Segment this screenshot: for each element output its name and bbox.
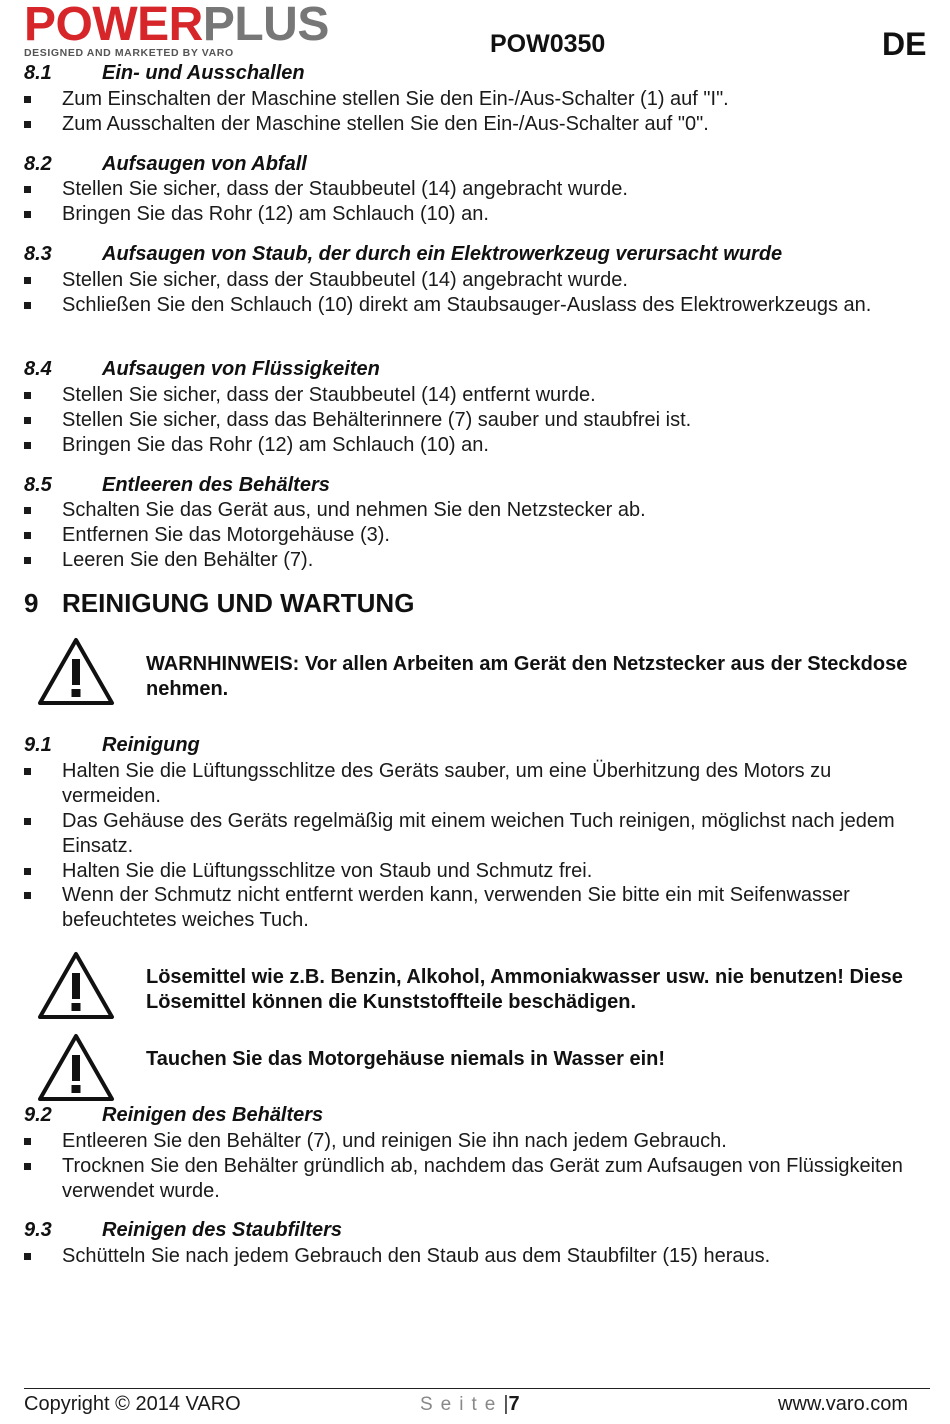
model-number: POW0350 [490, 30, 606, 58]
list-item [24, 523, 914, 548]
list-item [24, 1154, 914, 1204]
chapter-heading-9 [24, 588, 414, 619]
section-title: Ein- und Ausschallen [102, 62, 305, 84]
warning-triangle-icon [36, 950, 116, 1022]
list-item-text: Trocknen Sie den Behälter gründlich ab, nachdem das Gerät zum Aufsaugen von Flüssigkeiten verwendet wurde. [62, 1155, 903, 1202]
list-item [24, 433, 914, 458]
bullet-icon [24, 1163, 31, 1170]
list-item [24, 809, 914, 859]
list-item-text: Schütteln Sie nach jedem Gebrauch den Staub aus dem Staubfilter (15) heraus. [62, 1245, 771, 1267]
language-code: DE [882, 26, 927, 62]
list-item-text: Stellen Sie sicher, dass das Behälterinnere (7) sauber und staubfrei ist. [62, 409, 692, 431]
page-separator: | [503, 1393, 509, 1415]
list-item [24, 1129, 914, 1154]
section-heading-9-2 [24, 1104, 323, 1127]
section-number: 8.4 [24, 358, 52, 380]
list-item-text: Zum Ausschalten der Maschine stellen Sie den Ein-/Aus-Schalter auf "0". [62, 113, 709, 135]
list-item-text: Stellen Sie sicher, dass der Staubbeutel (14) angebracht wurde. [62, 269, 628, 291]
list-item-text: Das Gehäuse des Geräts regelmäßig mit einem weichen Tuch reinigen, möglichst nach jedem Einsatz. [62, 810, 895, 857]
section-title: Reinigen des Behälters [102, 1104, 324, 1126]
list-item-text: Schalten Sie das Gerät aus, und nehmen Sie den Netzstecker ab. [62, 499, 646, 521]
copyright: Copyright © 2014 VARO [24, 1393, 241, 1415]
logo-wordmark [24, 0, 380, 51]
section-title: Reinigen des Staubfilters [102, 1219, 343, 1241]
bullet-icon [24, 186, 31, 193]
list-item [24, 498, 914, 523]
section-heading-8-2 [24, 153, 307, 176]
section-number: 8.3 [24, 243, 52, 265]
list-item-text: Entleeren Sie den Behälter (7), und reinigen Sie ihn nach jedem Gebrauch. [62, 1130, 727, 1152]
list-item-text: Zum Einschalten der Maschine stellen Sie den Ein-/Aus-Schalter (1) auf "I". [62, 88, 729, 110]
warning-text: WARNHINWEIS: Vor allen Arbeiten am Gerät den Netzstecker aus der Steckdose nehmen. [146, 653, 908, 700]
section-title: Reinigung [102, 734, 200, 756]
bullet-icon [24, 818, 31, 825]
section-number: 8.2 [24, 153, 52, 175]
section-title: Entleeren des Behälters [102, 474, 330, 496]
list-item-text: Halten Sie die Lüftungsschlitze von Staub und Schmutz frei. [62, 860, 593, 882]
section-heading-9-1 [24, 734, 200, 757]
section-number: 8.5 [24, 474, 52, 496]
list-item-text: Halten Sie die Lüftungsschlitze des Geräts sauber, um eine Überhitzung des Motors zu vermeiden. [62, 760, 832, 807]
brand-logo [24, 0, 380, 59]
list-item-text: Stellen Sie sicher, dass der Staubbeutel (14) angebracht wurde. [62, 178, 628, 200]
bullet-icon [24, 417, 31, 424]
list-item-text: Leeren Sie den Behälter (7). [62, 549, 314, 571]
footer-divider [24, 1388, 930, 1389]
page-number: 7 [508, 1393, 520, 1415]
list-item [24, 268, 914, 293]
section-number: 8.1 [24, 62, 52, 84]
list-item [24, 548, 914, 573]
bullet-icon [24, 1253, 31, 1260]
bullet-icon [24, 392, 31, 399]
bullet-icon [24, 96, 31, 103]
warning-text: Tauchen Sie das Motorgehäuse niemals in Wasser ein! [146, 1048, 666, 1070]
section-number: 9.3 [24, 1219, 52, 1241]
section-heading-9-3 [24, 1219, 342, 1242]
bullet-icon [24, 532, 31, 539]
section-number: 9.1 [24, 734, 52, 756]
bullet-icon [24, 1138, 31, 1145]
list-item [24, 202, 914, 227]
logo-power: POWER [24, 0, 203, 51]
logo-plus: PLUS [202, 0, 329, 51]
chapter-number: 9 [24, 588, 39, 618]
page-indicator [420, 1393, 520, 1416]
section-number: 9.2 [24, 1104, 52, 1126]
website-link[interactable]: www.varo.com [778, 1393, 909, 1415]
list-item-text: Schließen Sie den Schlauch (10) direkt am Staubsauger-Auslass des Elektrowerkzeugs an. [62, 294, 872, 316]
list-item [24, 293, 914, 318]
list-item [24, 177, 914, 202]
section-heading-8-1 [24, 62, 305, 85]
bullet-icon [24, 442, 31, 449]
bullet-icon [24, 302, 31, 309]
bullet-icon [24, 211, 31, 218]
warning-text: Lösemittel wie z.B. Benzin, Alkohol, Ammoniakwasser usw. nie benutzen! Diese Lösemittel können die Kunststoffteile beschädigen. [146, 966, 903, 1013]
bullet-icon [24, 507, 31, 514]
list-item [24, 883, 914, 933]
list-item [24, 383, 914, 408]
list-item-text: Stellen Sie sicher, dass der Staubbeutel (14) entfernt wurde. [62, 384, 596, 406]
section-heading-8-3 [24, 243, 782, 266]
bullet-icon [24, 868, 31, 875]
bullet-icon [24, 768, 31, 775]
section-title: Aufsaugen von Staub, der durch ein Elektrowerkzeug verursacht wurde [102, 243, 783, 265]
section-title: Aufsaugen von Abfall [102, 153, 307, 175]
list-item [24, 759, 914, 809]
logo-tagline: DESIGNED AND MARKETED BY VARO [24, 47, 234, 59]
bullet-icon [24, 557, 31, 564]
section-heading-8-4 [24, 358, 380, 381]
bullet-icon [24, 277, 31, 284]
list-item-text: Wenn der Schmutz nicht entfernt werden kann, verwenden Sie bitte ein mit Seifenwasser befeuchtetes weiches Tuch. [62, 884, 850, 931]
section-title: Aufsaugen von Flüssigkeiten [102, 358, 380, 380]
bullet-icon [24, 892, 31, 899]
page-label: Seite [420, 1394, 504, 1415]
list-item [24, 859, 914, 884]
list-item-text: Entfernen Sie das Motorgehäuse (3). [62, 524, 390, 546]
warning-triangle-icon [36, 1032, 116, 1104]
list-item [24, 408, 914, 433]
bullet-icon [24, 121, 31, 128]
warning-triangle-icon [36, 636, 116, 708]
list-item-text: Bringen Sie das Rohr (12) am Schlauch (10) an. [62, 203, 489, 225]
list-item [24, 1244, 914, 1269]
section-heading-8-5 [24, 474, 330, 497]
chapter-title: REINIGUNG UND WARTUNG [62, 588, 415, 618]
list-item [24, 87, 914, 112]
list-item-text: Bringen Sie das Rohr (12) am Schlauch (10) an. [62, 434, 489, 456]
list-item [24, 112, 914, 137]
